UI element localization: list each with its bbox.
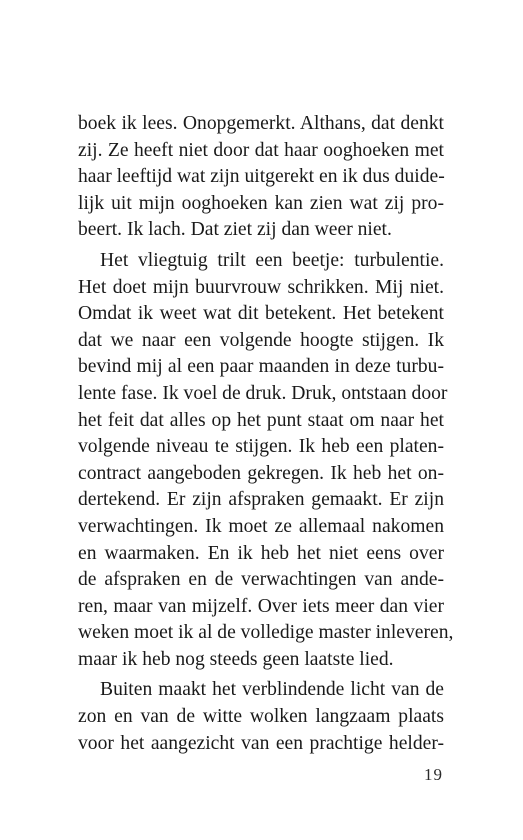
page-number: 19	[424, 765, 443, 784]
text-line: de afspraken en de verwachtingen van ande-	[78, 569, 444, 591]
paragraph	[78, 111, 444, 244]
text-line: Het doet mijn buurvrouw schrikken. Mij niet.	[78, 276, 444, 298]
text-line: Omdat ik weet wat dit betekent. Het betekent	[78, 303, 444, 325]
text-line: contract aangeboden gekregen. Ik heb het on-	[78, 462, 444, 484]
text-line: weken moet ik al de volledige master inleveren,	[78, 622, 454, 644]
text-line: Het vliegtuig trilt een beetje: turbulentie.	[100, 249, 444, 271]
text-line: het feit dat alles op het punt staat om naar het	[78, 409, 444, 431]
text-line: haar leeftijd wat zijn uitgerekt en ik dus duide-	[78, 166, 445, 188]
text-line: zij. Ze heeft niet door dat haar ooghoeken met	[78, 139, 444, 161]
text-line: en waarmaken. En ik heb het niet eens over	[78, 542, 444, 564]
body-text	[78, 111, 454, 757]
text-line: Buiten maakt het verblindende licht van de	[100, 679, 444, 701]
text-line: lijk uit mijn ooghoeken kan zien wat zij pro-	[78, 192, 444, 214]
text-line: ren, maar van mijzelf. Over iets meer dan vier	[78, 595, 444, 617]
text-line: maar ik heb nog steeds geen laatste lied.	[78, 648, 394, 670]
text-line: boek ik lees. Onopgemerkt. Althans, dat denkt	[78, 113, 444, 134]
text-line: voor het aangezicht van een prachtige helder-	[78, 732, 444, 754]
text-line: volgende niveau te stijgen. Ik heb een platen-	[78, 436, 444, 458]
paragraph	[78, 248, 454, 674]
text-line: dat we naar een volgende hoogte stijgen. Ik	[78, 329, 444, 351]
paragraph	[78, 677, 444, 757]
text-line: verwachtingen. Ik moet ze allemaal nakomen	[78, 515, 444, 537]
text-line: lente fase. Ik voel de druk. Druk, ontstaan door	[78, 382, 448, 404]
text-line: zon en van de witte wolken langzaam plaats	[78, 706, 444, 728]
text-line: bevind mij al een paar maanden in deze turbu-	[78, 356, 444, 378]
text-line: dertekend. Er zijn afspraken gemaakt. Er zijn	[78, 489, 444, 511]
text-line: beert. Ik lach. Dat ziet zij dan weer niet.	[78, 219, 392, 241]
